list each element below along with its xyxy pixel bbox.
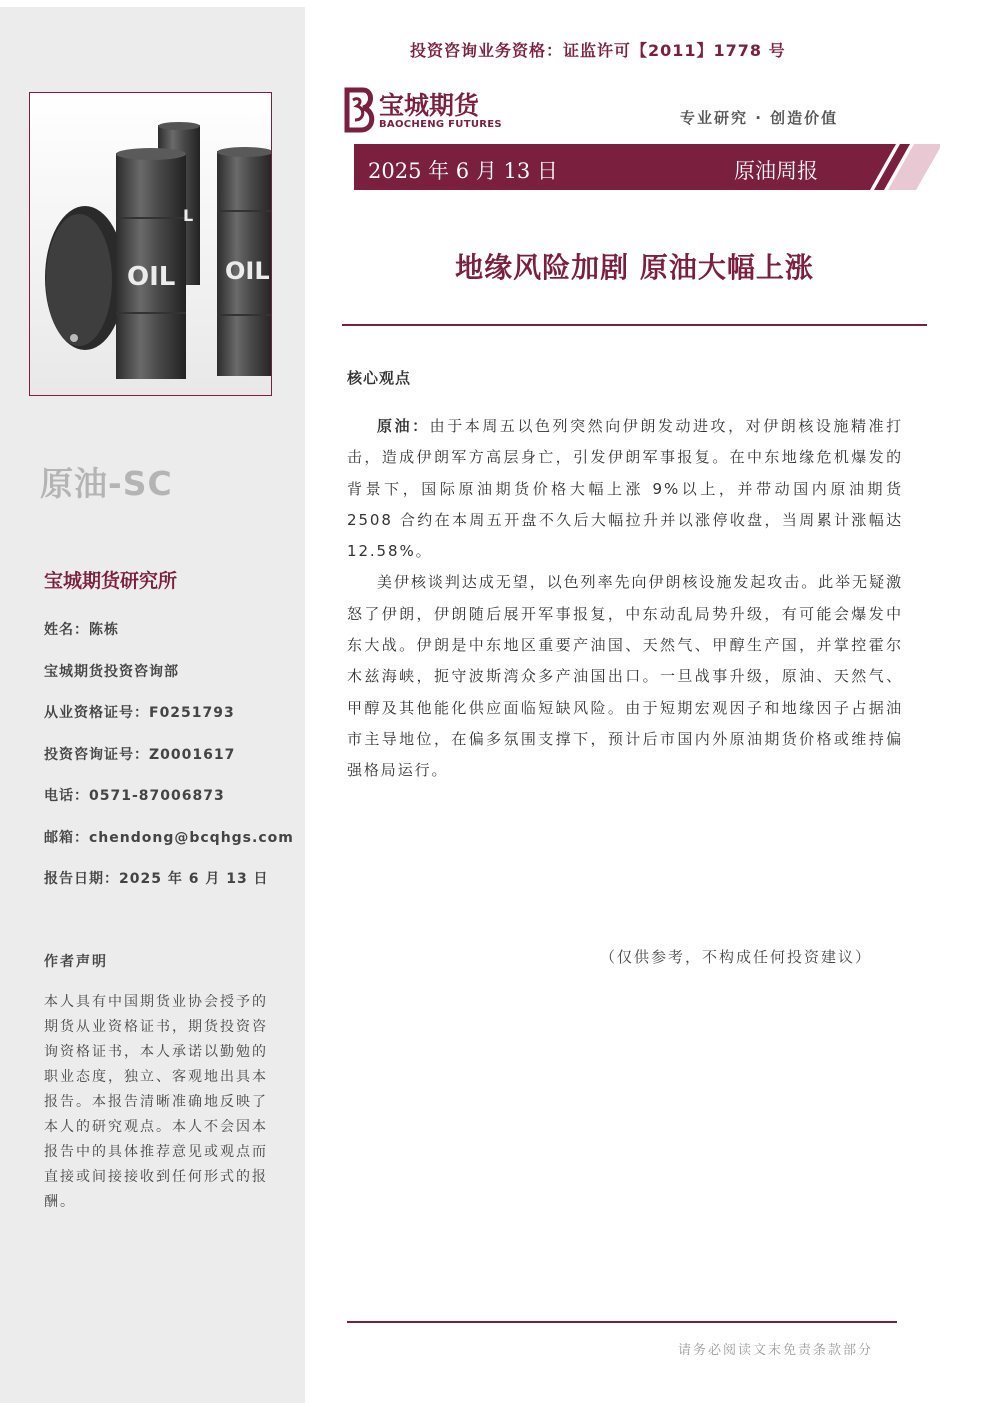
divider [347, 1321, 897, 1323]
paragraph-text: 美伊核谈判达成无望，以色列率先向伊朗核设施发起攻击。此举无疑激怒了伊朗，伊朗随后展开军事报复，中东动乱局势升级，有可能会爆发中东大战。伊朗是中东地区重要产油国、天然气、甲醇生产国，并掌控霍尔木兹海峡，扼守波斯湾众多产油国出口。一旦战事升级，原油、天然气、甲醇及其他能化供应面临短缺风险。由于短期宏观因子和地缘因子占据油市主导地位，在偏多氛围支撑下，预计后市国内外原油期货价格或维持偏强格局运行。 [347, 573, 903, 780]
consulting-license-number: 投资咨询证号：Z0001617 [44, 746, 236, 763]
logo-text-cn: 宝城期货 [379, 91, 480, 120]
banner-date: 2025 年 6 月 13 日 [368, 159, 558, 183]
declaration-title: 作者声明 [44, 954, 108, 970]
certification-line: 投资咨询业务资格：证监许可【2011】1778 号 [410, 41, 786, 60]
section-heading: 核心观点 [347, 369, 412, 387]
report-type: 原油周报 [734, 159, 818, 183]
paragraph [347, 567, 903, 786]
logo-mark-icon [341, 86, 377, 134]
company-logo [341, 86, 521, 136]
logo-text-en: BAOCHENG FUTURES [379, 119, 502, 130]
barrel-label: OIL [225, 257, 270, 285]
institute-name: 宝城期货研究所 [44, 570, 178, 592]
footer-note: 请务必阅读文末免责条款部分 [678, 1343, 874, 1358]
report-banner [354, 144, 940, 190]
barrel-label: L [183, 206, 194, 225]
paragraph [347, 411, 903, 567]
product-title: 原油-SC [40, 464, 173, 503]
disclaimer-note: （仅供参考，不构成任何投资建议） [600, 948, 873, 966]
department: 宝城期货投资咨询部 [44, 663, 179, 680]
license-number: 从业资格证号：F0251793 [44, 705, 235, 721]
barrel-label: OIL [127, 262, 176, 292]
paragraph-lead: 原油： [377, 417, 430, 435]
phone: 电话：0571-87006873 [44, 788, 225, 804]
page-title: 地缘风险加剧 原油大幅上涨 [455, 251, 814, 284]
oil-barrels-photo [29, 92, 272, 396]
paragraph-text: 由于本周五以色列突然向伊朗发动进攻，对伊朗核设施精准打击，造成伊朗军方高层身亡，引发伊朗军事报复。在中东地缘危机爆发的背景下，国际原油期货价格大幅上涨 9%以上，并带动国内原油期货 2508 合约在本周五开盘不久后大幅拉升并以涨停收盘，当周累计涨幅达 12.58%。 [347, 417, 903, 561]
email[interactable]: 邮箱：chendong@bcqhgs.com [44, 829, 294, 846]
declaration-text: 本人具有中国期货业协会授予的期货从业资格证书，期货投资咨询资格证书，本人承诺以勤勉的职业态度，独立、客观地出具本报告。本报告清晰准确地反映了本人的研究观点。本人不会因本报告中的具体推荐意见或观点而直接或间接接收到任何形式的报酬。 [44, 994, 268, 1210]
author-name: 姓名：陈栋 [44, 622, 119, 638]
report-date: 报告日期：2025 年 6 月 13 日 [44, 871, 269, 887]
divider [342, 324, 927, 326]
body-text [347, 411, 903, 787]
author-info [44, 620, 294, 911]
slogan: 专业研究 · 创造价值 [680, 109, 839, 127]
